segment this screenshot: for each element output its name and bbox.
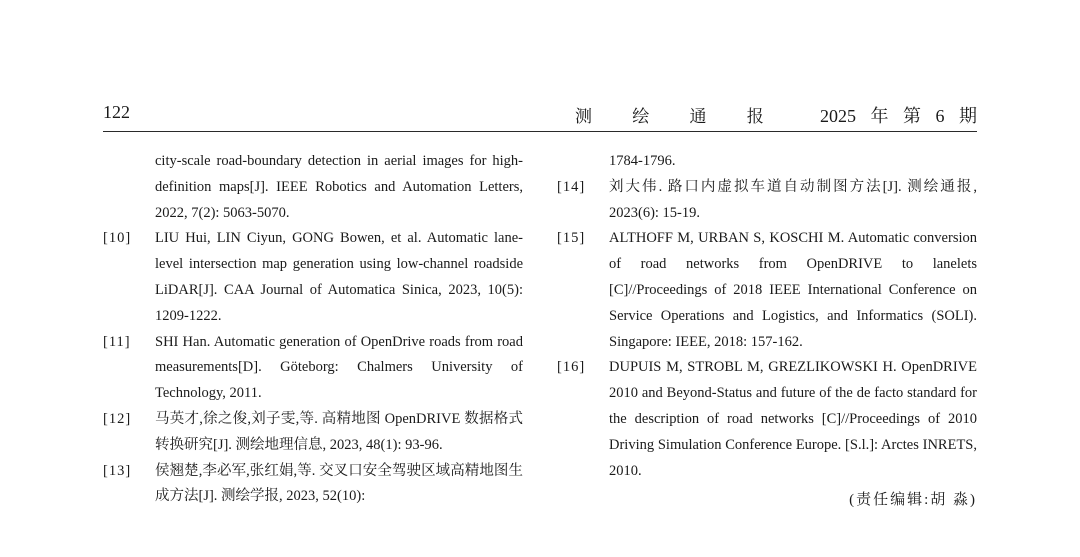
running-header <box>103 102 977 128</box>
reference-item <box>103 226 523 329</box>
continued-reference: 1784-1796. <box>609 153 676 169</box>
reference-text: 刘大伟. 路口内虚拟车道自动制图方法[J]. 测绘通报, 2023(6): 15-19. <box>609 178 977 221</box>
reference-text: DUPUIS M, STROBL M, GREZLIKOWSKI H. OpenDRIVE 2010 and Beyond-Status and future of the de facto standard for the description of road networks [C]//Proceedings of 2010 Driving Simulation Conference Europe. [S.l.]: Arctes INRETS, 2010. <box>609 359 977 479</box>
journal-title: 测 绘 通 报 <box>575 107 782 126</box>
page-number: 122 <box>103 102 130 122</box>
reference-number: [13] <box>103 462 132 479</box>
reference-item <box>557 175 977 227</box>
continued-reference: city-scale road-boundary detection in aerial images for high-definition maps[J]. IEEE Robotics and Automation Letters, 2022, 7(2): 5063-5070. <box>155 153 523 221</box>
reference-number: [16] <box>557 359 586 376</box>
reference-number: [12] <box>103 410 132 427</box>
header-rule <box>103 131 977 132</box>
reference-number: [14] <box>557 178 586 195</box>
reference-text: ALTHOFF M, URBAN S, KOSCHI M. Automatic conversion of road networks from OpenDRIVE to lanelets [C]//Proceedings of 2018 IEEE International Conference on Service Operations and Logistics, and Informatics (SOLI). Singapore: IEEE, 2018: 157-162. <box>609 230 977 350</box>
left-column <box>103 149 523 510</box>
reference-text: LIU Hui, LIN Ciyun, GONG Bowen, et al. Automatic lane-level intersection map generation using low-channel roadside LiDAR[J]. CAA Journal of Automatica Sinica, 2023, 10(5): 1209-1222. <box>155 230 523 324</box>
responsible-editor: (责任编辑:胡 淼) <box>849 492 977 508</box>
issue-label: 2025 年 第 6 期 <box>820 106 977 126</box>
reference-text: SHI Han. Automatic generation of OpenDrive roads from road measurements[D]. Göteborg: Chalmers University of Technology, 2011. <box>155 333 523 402</box>
reference-item <box>103 459 523 511</box>
reference-number: [10] <box>103 230 132 247</box>
reference-item <box>557 226 977 355</box>
reference-number: [11] <box>103 333 131 350</box>
reference-item <box>103 330 523 407</box>
reference-text: 马英才,徐之俊,刘子雯,等. 高精地图 OpenDRIVE 数据格式转换研究[J]. 测绘地理信息, 2023, 48(1): 93-96. <box>155 410 523 453</box>
reference-text: 侯翘楚,李必军,张红娟,等. 交叉口安全驾驶区域高精地图生成方法[J]. 测绘学报, 2023, 52(10): <box>155 462 523 505</box>
reference-item <box>557 355 977 484</box>
reference-number: [15] <box>557 230 586 247</box>
reference-item <box>103 407 523 459</box>
right-column <box>557 149 977 484</box>
